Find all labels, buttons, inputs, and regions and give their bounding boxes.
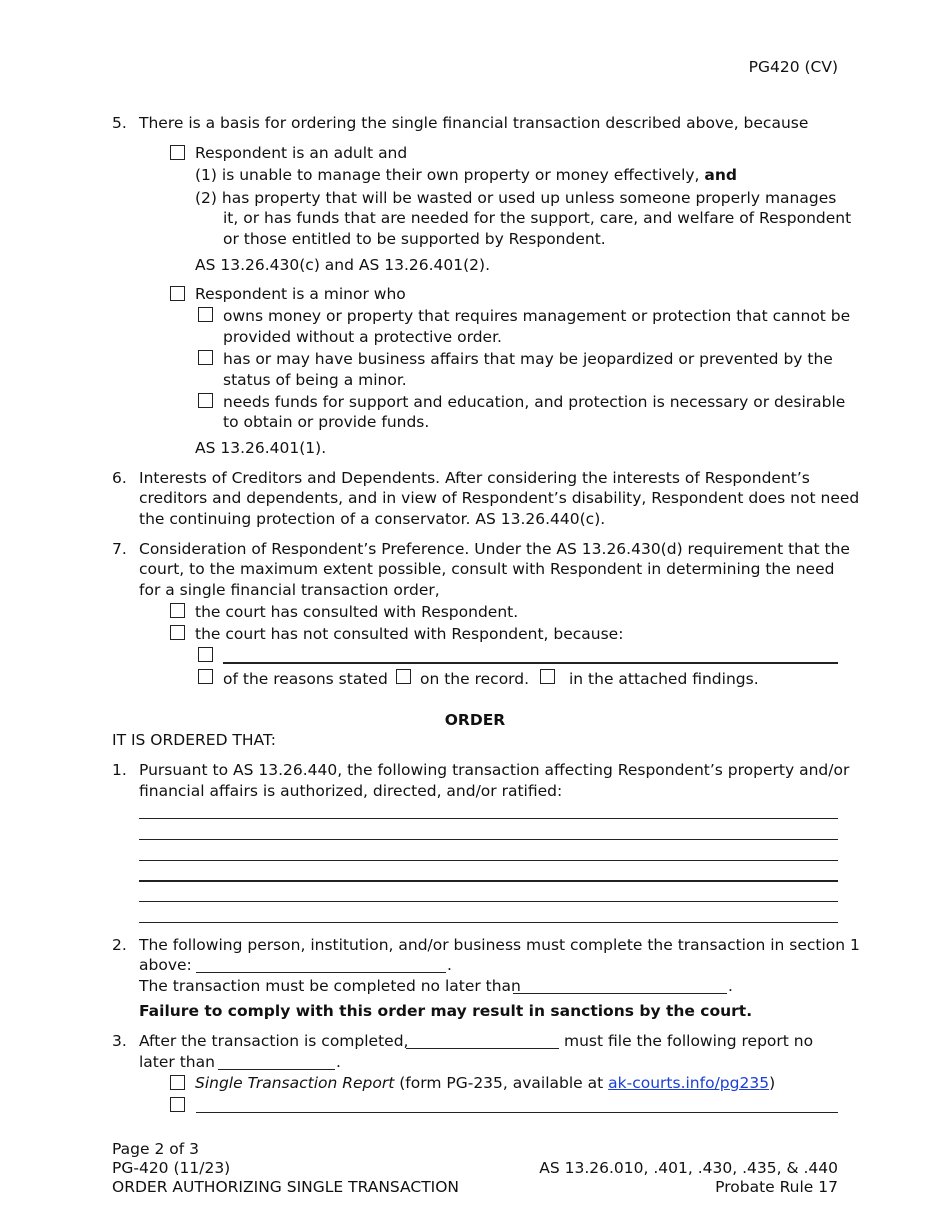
single-transaction-report-label: Single Transaction Report (form PG-235, available at ak-courts.info/pg235): [195, 1074, 776, 1092]
order-3-line2: later than: [139, 1053, 215, 1071]
adult-checkbox[interactable]: [170, 145, 185, 160]
completion-date-field[interactable]: [513, 993, 727, 994]
order-1-line1: Pursuant to AS 13.26.440, the following transaction affecting Respondent’s property and/or: [139, 761, 850, 779]
footer-title: ORDER AUTHORIZING SINGLE TRANSACTION: [112, 1178, 460, 1196]
other-reason-checkbox[interactable]: [198, 647, 213, 662]
minor-option-b-line2: status of being a minor.: [223, 371, 407, 389]
order-2-line3: The transaction must be completed no later than: [139, 977, 521, 995]
order-2-period-1: .: [447, 956, 452, 974]
other-reason-line[interactable]: [223, 662, 838, 664]
minor-option-c-line2: to obtain or provide funds.: [223, 413, 430, 431]
minor-citation: AS 13.26.401(1).: [195, 439, 327, 457]
transaction-line-5[interactable]: [139, 901, 838, 902]
section-7-line2: court, to the maximum extent possible, consult with Respondent in determining the need: [139, 560, 835, 578]
adult-condition-2-line2: it, or has funds that are needed for the support, care, and welfare of Respondent: [223, 209, 852, 227]
adult-label: Respondent is an adult and: [195, 144, 408, 162]
adult-condition-1: (1) is unable to manage their own property or money effectively, and: [195, 166, 738, 184]
minor-option-a-checkbox[interactable]: [198, 307, 213, 322]
adult-condition-2-line1: (2) has property that will be wasted or used up unless someone properly manages: [195, 189, 837, 207]
single-transaction-report-checkbox[interactable]: [170, 1075, 185, 1090]
on-record-checkbox[interactable]: [396, 669, 411, 684]
order-3-number: 3.: [112, 1032, 127, 1050]
section-5-intro: There is a basis for ordering the single financial transaction described above, because: [139, 114, 809, 132]
section-7-number: 7.: [112, 540, 127, 558]
order-3-line1b: must file the following report no: [564, 1032, 814, 1050]
order-2-line1: The following person, institution, and/or business must complete the transaction in section 1: [139, 936, 860, 954]
order-2-line2: above:: [139, 956, 192, 974]
consulted-checkbox[interactable]: [170, 603, 185, 618]
other-report-checkbox[interactable]: [170, 1097, 185, 1112]
attached-findings-label: in the attached findings.: [569, 670, 759, 688]
minor-option-c-checkbox[interactable]: [198, 393, 213, 408]
footer-page: Page 2 of 3: [112, 1140, 199, 1158]
report-date-field[interactable]: [218, 1069, 335, 1070]
minor-option-b-checkbox[interactable]: [198, 350, 213, 365]
transaction-line-4[interactable]: [139, 880, 838, 882]
attached-findings-checkbox[interactable]: [540, 669, 555, 684]
not-consulted-checkbox[interactable]: [170, 625, 185, 640]
section-5-number: 5.: [112, 114, 127, 132]
order-2-period-2: .: [728, 977, 733, 995]
section-7-line1: Consideration of Respondent’s Preference. Under the AS 13.26.430(d) requirement that the: [139, 540, 850, 558]
footer-rule: Probate Rule 17: [715, 1178, 838, 1196]
consulted-label: the court has consulted with Respondent.: [195, 603, 519, 621]
order-1-number: 1.: [112, 761, 127, 779]
minor-checkbox[interactable]: [170, 286, 185, 301]
section-6-line1: Interests of Creditors and Dependents. After considering the interests of Respondent’s: [139, 469, 810, 487]
responsible-party-field[interactable]: [196, 972, 446, 973]
transaction-line-1[interactable]: [139, 818, 838, 819]
section-6-line3: the continuing protection of a conservator. AS 13.26.440(c).: [139, 510, 606, 528]
footer-left: [112, 1140, 459, 1197]
filer-field[interactable]: [406, 1048, 559, 1049]
other-report-line[interactable]: [196, 1112, 838, 1113]
footer-right: [539, 1159, 838, 1197]
order-3-period: .: [336, 1053, 341, 1071]
transaction-line-6[interactable]: [139, 922, 838, 923]
sanctions-warning: Failure to comply with this order may result in sanctions by the court.: [139, 1002, 753, 1020]
minor-option-a-line1: owns money or property that requires management or protection that cannot be: [223, 307, 851, 325]
footer-form: PG-420 (11/23): [112, 1159, 231, 1177]
minor-option-c-line1: needs funds for support and education, and protection is necessary or desirable: [223, 393, 846, 411]
transaction-line-3[interactable]: [139, 860, 838, 861]
minor-option-a-line2: provided without a protective order.: [223, 328, 502, 346]
section-6-number: 6.: [112, 469, 127, 487]
reasons-stated-checkbox[interactable]: [198, 669, 213, 684]
order-1-line2: financial affairs is authorized, directed, and/or ratified:: [139, 782, 563, 800]
adult-citation: AS 13.26.430(c) and AS 13.26.401(2).: [195, 256, 491, 274]
form-code: PG420 (CV): [748, 58, 838, 76]
on-record-label: on the record.: [420, 670, 530, 688]
transaction-line-2[interactable]: [139, 839, 838, 840]
reasons-stated-label: of the reasons stated: [223, 670, 388, 688]
order-3-line1a: After the transaction is completed,: [139, 1032, 409, 1050]
adult-condition-2-line3: or those entitled to be supported by Respondent.: [223, 230, 606, 248]
minor-label: Respondent is a minor who: [195, 285, 406, 303]
order-2-number: 2.: [112, 936, 127, 954]
footer-statutes: AS 13.26.010, .401, .430, .435, & .440: [539, 1159, 838, 1177]
order-intro: IT IS ORDERED THAT:: [112, 731, 276, 749]
minor-option-b-line1: has or may have business affairs that may be jeopardized or prevented by the: [223, 350, 833, 368]
section-7-line3: for a single financial transaction order,: [139, 581, 440, 599]
order-heading: ORDER: [444, 711, 506, 729]
pg235-link[interactable]: ak-courts.info/pg235: [608, 1074, 770, 1092]
not-consulted-label: the court has not consulted with Respondent, because:: [195, 625, 624, 643]
section-6-line2: creditors and dependents, and in view of Respondent’s disability, Respondent does not need: [139, 489, 860, 507]
